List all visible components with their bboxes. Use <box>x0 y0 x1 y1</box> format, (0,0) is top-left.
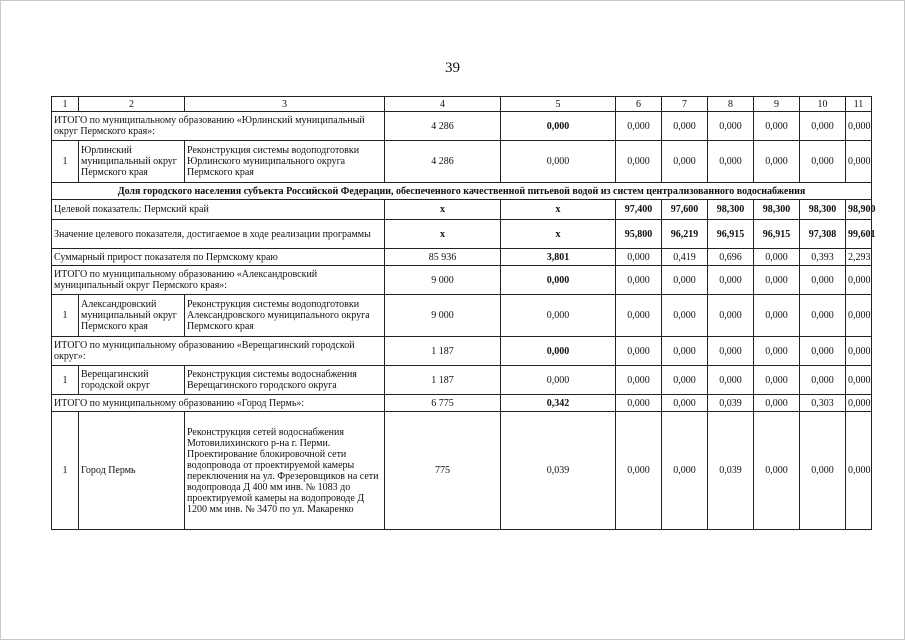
value-cell: 0,000 <box>800 266 846 295</box>
value-cell: 0,000 <box>501 141 616 183</box>
value-cell: 1 187 <box>385 337 501 366</box>
value-cell: 0,039 <box>708 395 754 412</box>
header-cell: 9 <box>754 97 800 112</box>
value-cell: x <box>385 220 501 249</box>
table-row <box>52 249 872 266</box>
value-cell: 0,696 <box>708 249 754 266</box>
value-cell: 0,000 <box>708 366 754 395</box>
value-cell: 0,000 <box>800 112 846 141</box>
value-cell: 0,000 <box>846 395 872 412</box>
value-cell: 0,000 <box>501 366 616 395</box>
table-row <box>52 141 872 183</box>
value-cell: 775 <box>385 412 501 530</box>
value-cell: 0,000 <box>616 141 662 183</box>
value-cell: 0,000 <box>662 141 708 183</box>
value-cell: 0,000 <box>846 141 872 183</box>
value-cell: 0,000 <box>800 141 846 183</box>
row-label: ИТОГО по муниципальному образованию «Александровский муниципальный округ Пермского края»: <box>52 266 385 295</box>
header-cell: 7 <box>662 97 708 112</box>
value-cell: 0,000 <box>662 295 708 337</box>
table-row <box>52 412 872 530</box>
value-cell: 0,000 <box>754 266 800 295</box>
value-cell: 0,000 <box>616 412 662 530</box>
municipality-name: Город Пермь <box>79 412 185 530</box>
value-cell: 4 286 <box>385 112 501 141</box>
project-description: Реконструкция системы водоснабжения Верещагинского городского округа <box>185 366 385 395</box>
project-description: Реконструкция сетей водоснабжения Мотовилихинского р-на г. Перми. Проектирование блокировочной сети водопровода от проектируемой камеры переключения на ул. Фрезеровщиков на сети водопровода Д 400 мм инв. № 1083 до проектируемой камеры на водопроводе Д 1200 мм инв. № 3470 по ул. Макаренко <box>185 412 385 530</box>
value-cell: 0,000 <box>754 295 800 337</box>
table-row <box>52 220 872 249</box>
value-cell: 0,000 <box>616 337 662 366</box>
value-cell: 98,300 <box>754 200 800 220</box>
value-cell: 0,000 <box>754 412 800 530</box>
value-cell: 0,000 <box>708 112 754 141</box>
value-cell: 0,393 <box>800 249 846 266</box>
value-cell: 97,308 <box>800 220 846 249</box>
value-cell: 9 000 <box>385 266 501 295</box>
value-cell: 0,000 <box>846 295 872 337</box>
value-cell: 0,000 <box>616 249 662 266</box>
value-cell: 0,000 <box>616 395 662 412</box>
value-cell: 0,000 <box>501 112 616 141</box>
row-label: ИТОГО по муниципальному образованию «Верещагинский городской округ»: <box>52 337 385 366</box>
value-cell: 0,000 <box>662 266 708 295</box>
value-cell: 0,419 <box>662 249 708 266</box>
header-cell: 10 <box>800 97 846 112</box>
value-cell: 0,000 <box>754 249 800 266</box>
value-cell: 0,000 <box>754 395 800 412</box>
value-cell: 98,900 <box>846 200 872 220</box>
value-cell: x <box>385 200 501 220</box>
value-cell: 0,000 <box>754 366 800 395</box>
value-cell: 96,915 <box>754 220 800 249</box>
row-number: 1 <box>52 412 79 530</box>
value-cell: 0,000 <box>616 112 662 141</box>
table-row <box>52 395 872 412</box>
value-cell: 0,342 <box>501 395 616 412</box>
value-cell: 0,039 <box>708 412 754 530</box>
row-label: Значение целевого показателя, достигаемое в ходе реализации программы <box>52 220 385 249</box>
value-cell: 0,000 <box>800 295 846 337</box>
table-row <box>52 112 872 141</box>
table-row <box>52 200 872 220</box>
header-cell: 1 <box>52 97 79 112</box>
section-title: Доля городского населения субъекта Российской Федерации, обеспеченного качественной питьевой водой из систем централизованного водоснабжения <box>52 183 872 200</box>
value-cell: 0,039 <box>501 412 616 530</box>
row-label: Целевой показатель: Пермский край <box>52 200 385 220</box>
header-cell: 6 <box>616 97 662 112</box>
table-row <box>52 266 872 295</box>
table-row <box>52 183 872 200</box>
value-cell: 0,000 <box>501 337 616 366</box>
value-cell: 85 936 <box>385 249 501 266</box>
value-cell: 0,000 <box>662 337 708 366</box>
header-cell: 4 <box>385 97 501 112</box>
page-number: 39 <box>445 60 460 76</box>
row-label: ИТОГО по муниципальному образованию «Юрлинский муниципальный округ Пермского края»: <box>52 112 385 141</box>
value-cell: 0,000 <box>662 112 708 141</box>
value-cell: 97,400 <box>616 200 662 220</box>
value-cell: 96,915 <box>708 220 754 249</box>
value-cell: 6 775 <box>385 395 501 412</box>
value-cell: 1 187 <box>385 366 501 395</box>
row-number: 1 <box>52 295 79 337</box>
value-cell: 98,300 <box>708 200 754 220</box>
value-cell: 99,601 <box>846 220 872 249</box>
value-cell: 0,000 <box>754 141 800 183</box>
project-description: Реконструкция системы водоподготовки Юрлинского муниципального округа Пермского края <box>185 141 385 183</box>
value-cell: 0,000 <box>662 412 708 530</box>
project-description: Реконструкция системы водоподготовки Александровского муниципального округа Пермского края <box>185 295 385 337</box>
value-cell: 97,600 <box>662 200 708 220</box>
value-cell: 0,000 <box>800 412 846 530</box>
value-cell: x <box>501 220 616 249</box>
row-label: ИТОГО по муниципальному образованию «Город Пермь»: <box>52 395 385 412</box>
value-cell: 0,000 <box>501 295 616 337</box>
value-cell: 0,000 <box>754 337 800 366</box>
header-cell: 8 <box>708 97 754 112</box>
value-cell: 0,000 <box>846 337 872 366</box>
value-cell: 0,000 <box>754 112 800 141</box>
value-cell: 0,000 <box>846 266 872 295</box>
value-cell: 0,000 <box>708 141 754 183</box>
value-cell: 0,303 <box>800 395 846 412</box>
value-cell: 0,000 <box>662 366 708 395</box>
value-cell: 96,219 <box>662 220 708 249</box>
table-row <box>52 337 872 366</box>
value-cell: 0,000 <box>616 266 662 295</box>
municipality-name: Юрлинский муниципальный округ Пермского края <box>79 141 185 183</box>
value-cell: 0,000 <box>846 112 872 141</box>
value-cell: 3,801 <box>501 249 616 266</box>
value-cell: 98,300 <box>800 200 846 220</box>
value-cell: 0,000 <box>800 366 846 395</box>
data-table <box>51 96 876 530</box>
municipality-name: Александровский муниципальный округ Пермского края <box>79 295 185 337</box>
value-cell: 0,000 <box>662 395 708 412</box>
header-cell: 5 <box>501 97 616 112</box>
value-cell: 0,000 <box>616 295 662 337</box>
value-cell: 0,000 <box>846 412 872 530</box>
value-cell: 9 000 <box>385 295 501 337</box>
value-cell: 0,000 <box>708 266 754 295</box>
value-cell: 0,000 <box>708 337 754 366</box>
table-row <box>52 366 872 395</box>
value-cell: 4 286 <box>385 141 501 183</box>
value-cell: 0,000 <box>616 366 662 395</box>
municipality-name: Верещагинский городской округ <box>79 366 185 395</box>
value-cell: 0,000 <box>800 337 846 366</box>
value-cell: 95,800 <box>616 220 662 249</box>
value-cell: 0,000 <box>501 266 616 295</box>
value-cell: 0,000 <box>708 295 754 337</box>
table-row <box>52 295 872 337</box>
header-cell: 11 <box>846 97 872 112</box>
value-cell: x <box>501 200 616 220</box>
header-cell: 2 <box>79 97 185 112</box>
row-label: Суммарный прирост показателя по Пермскому краю <box>52 249 385 266</box>
value-cell: 2,293 <box>846 249 872 266</box>
value-cell: 0,000 <box>846 366 872 395</box>
header-cell: 3 <box>185 97 385 112</box>
row-number: 1 <box>52 366 79 395</box>
header-row <box>52 97 872 112</box>
row-number: 1 <box>52 141 79 183</box>
